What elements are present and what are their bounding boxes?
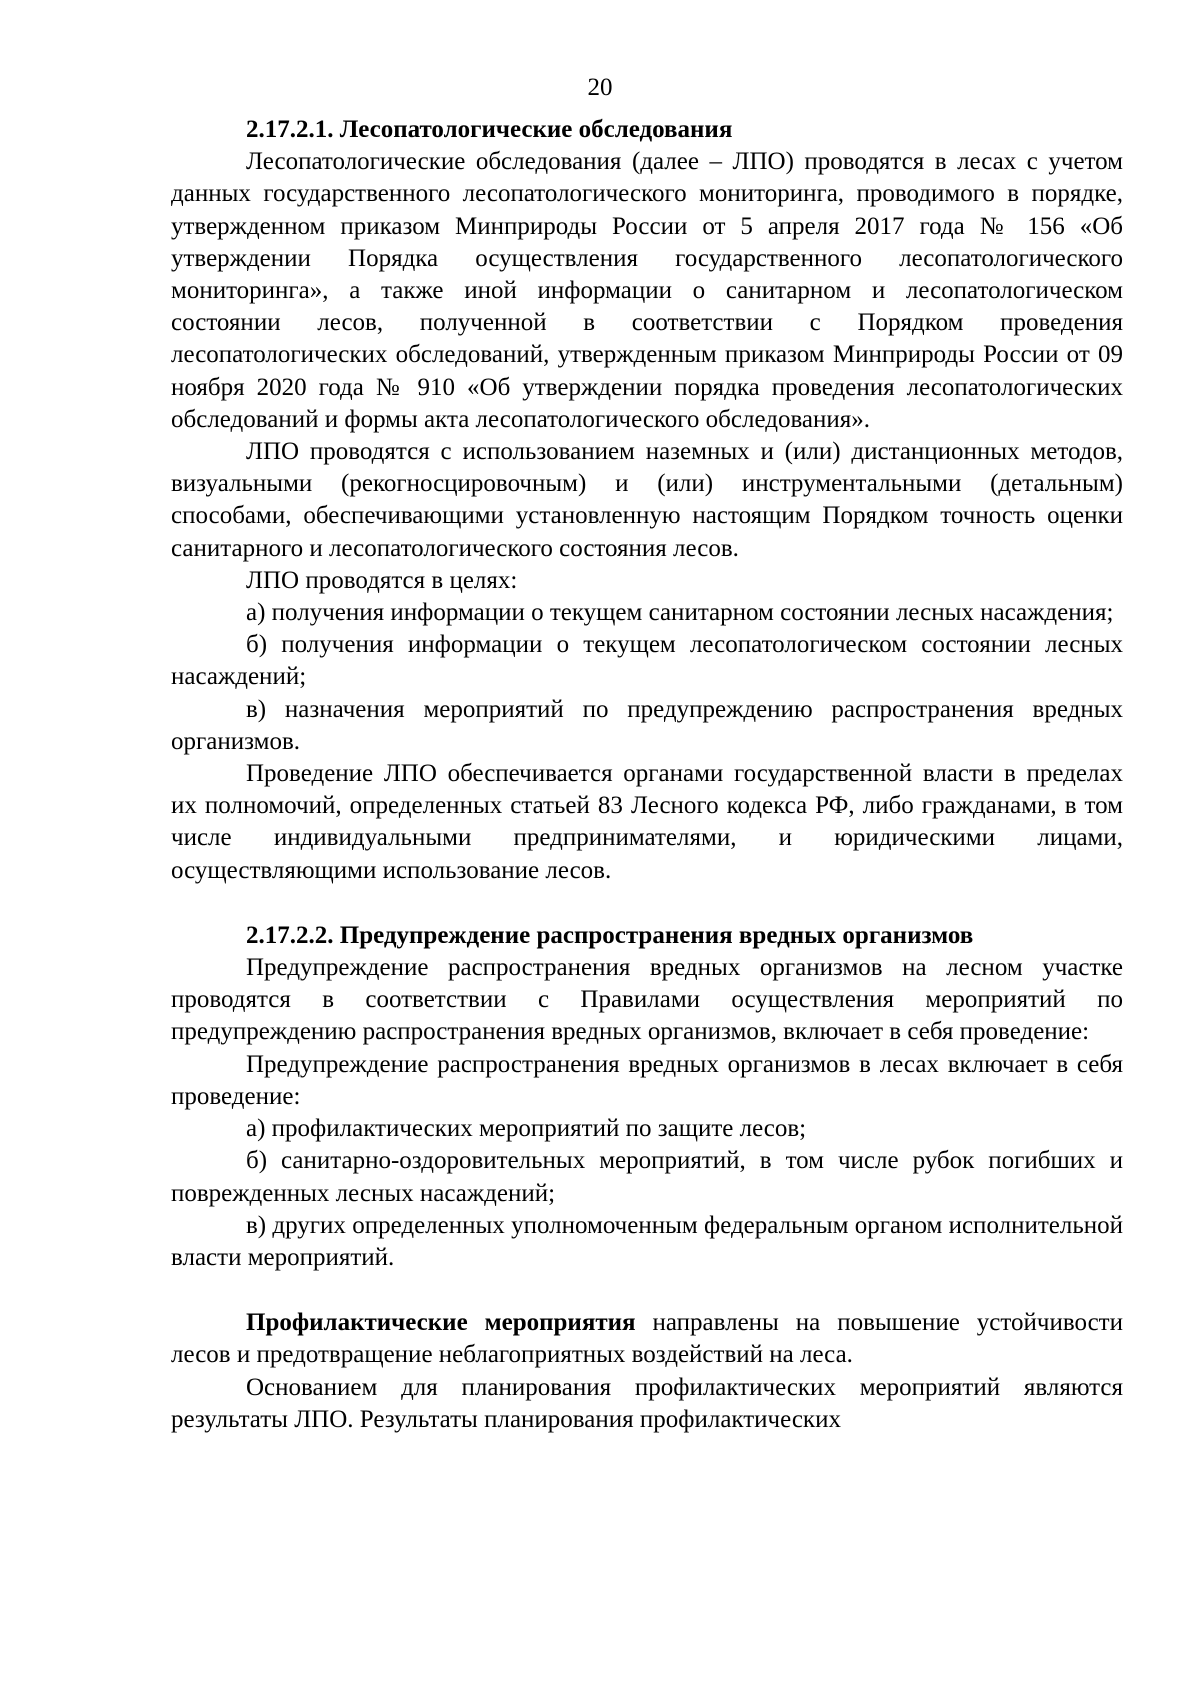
paragraph: Проведение ЛПО обеспечивается органами государственной власти в пределах их полномочий, определенных статьей 83 Лесного кодекса РФ, либо гражданами, в том числе индивидуальными предпринимателями, и юридическими лицами, осуществляющими использование лесов. [171,760,1123,884]
paragraph-text: направлены на повышение устойчивости лесов и предотвращение неблагоприятных воздействий на леса. [171,1309,1123,1369]
bold-term: Профилактические мероприятия [246,1309,636,1337]
list-item: а) получения информации о текущем санитарном состоянии лесных насаждения; [246,599,1114,627]
list-item: б) санитарно-оздоровительных мероприятий, в том числе рубок погибших и поврежденных лесных насаждений; [171,1147,1123,1207]
list-item: а) профилактических мероприятий по защите лесов; [246,1115,807,1143]
list-item: в) других определенных уполномоченным федеральным органом исполнительной власти мероприятий. [171,1211,1123,1271]
list-item: б) получения информации о текущем лесопатологическом состоянии лесных насаждений; [171,631,1123,691]
list-item: в) назначения мероприятий по предупреждению распространения вредных организмов. [171,695,1123,755]
page-number: 20 [587,74,613,101]
paragraph: Предупреждение распространения вредных организмов на лесном участке проводятся в соответствии с Правилами осуществления мероприятий по предупреждению распространения вредных организмов, включает в себя проведение: [171,954,1123,1046]
paragraph: Предупреждение распространения вредных организмов в лесах включает в себя проведение: [171,1050,1123,1110]
paragraph: Лесопатологические обследования (далее – ЛПО) проводятся в лесах с учетом данных государственного лесопатологического мониторинга, проводимого в порядке, утвержденном приказом Минприроды России от 5 апреля 2017 года № 156 «Об утверждении Порядка осуществления государственного лесопатологического мониторинга», а также иной информации о санитарном и лесопатологическом состоянии лесов, полученной в соответствии с Порядком проведения лесопатологических обследований, утвержденным приказом Минприроды России от 09 ноября 2020 года № 910 «Об утверждении порядка проведения лесопатологических обследований и формы акта лесопатологического обследования». [171,148,1123,433]
document-body [171,114,1123,1436]
paragraph: ЛПО проводятся в целях: [246,566,518,594]
section-heading-forest-pathology-surveys: 2.17.2.1. Лесопатологические обследования [246,116,733,143]
section-heading-pest-prevention: 2.17.2.2. Предупреждение распространения вредных организмов [246,921,974,949]
paragraph: ЛПО проводятся с использованием наземных и (или) дистанционных методов, визуальными (рекогносцировочным) и (или) инструментальными (детальным) способами, обеспечивающими установленную настоящим Порядком точность оценки санитарного и лесопатологического состояния лесов. [171,438,1123,562]
paragraph: Основанием для планирования профилактических мероприятий являются результаты ЛПО. Результаты планирования профилактических [171,1373,1123,1433]
paragraph-preventive-measures [171,1307,1123,1371]
